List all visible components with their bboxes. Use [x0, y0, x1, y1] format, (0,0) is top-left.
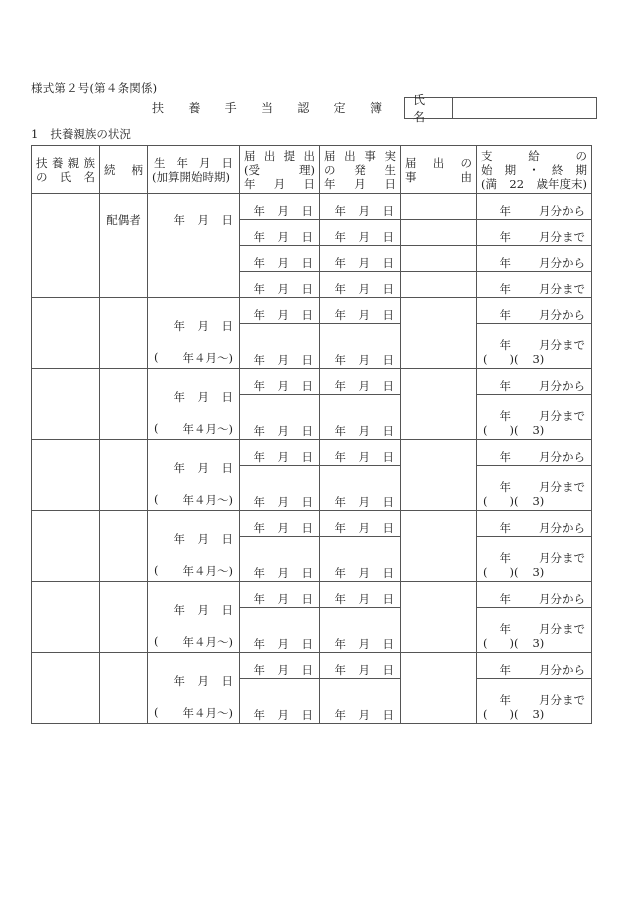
reason-cell[interactable] — [401, 246, 477, 272]
occur-date[interactable]: 年 月 日 — [320, 582, 401, 608]
header-birth: 生 年 月 日 (加算開始時期) — [148, 146, 240, 194]
dependent-birth-cell[interactable]: 年 月 日 ( 年４月〜) — [148, 582, 240, 653]
header-occur-date: 届 出 事 実 の 発 生 年 月 日 — [320, 146, 401, 194]
dependents-table — [31, 145, 592, 724]
dependent-row-top — [32, 582, 592, 608]
dependent-birth-cell[interactable]: 年 月 日 ( 年４月〜) — [148, 653, 240, 724]
header-submit-date: 届 出 提 出 (受 理) 年 月 日 — [240, 146, 320, 194]
pay-end[interactable]: 年 月分まで — [477, 272, 592, 298]
title-char: 養 — [188, 101, 201, 115]
spouse-name-cell[interactable] — [32, 194, 100, 298]
submit-date[interactable]: 年 月 日 — [240, 653, 320, 679]
dependent-row-top — [32, 440, 592, 466]
dependent-name-cell[interactable] — [32, 440, 100, 511]
header-payment-period: 支 給 の 始 期 ・ 終 期 (満 22 歳年度末) — [477, 146, 592, 194]
pay-end[interactable]: 年 月分まで ( )( 3) — [477, 324, 592, 369]
name-label: 氏名 — [405, 98, 453, 118]
document-title — [152, 99, 382, 116]
dependent-row-top — [32, 369, 592, 395]
pay-end[interactable]: 年 月分まで ( )( 3) — [477, 679, 592, 724]
dependent-name-cell[interactable] — [32, 511, 100, 582]
header-reason: 届 出 の 事 由 — [401, 146, 477, 194]
pay-end[interactable]: 年 月分まで ( )( 3) — [477, 466, 592, 511]
pay-start[interactable]: 年 月分から — [477, 246, 592, 272]
submit-date[interactable]: 年 月 日 — [240, 298, 320, 324]
reason-cell[interactable] — [401, 369, 477, 440]
header-name: 扶 養 親 族 の 氏 名 — [32, 146, 100, 194]
occur-date[interactable]: 年 月 日 — [320, 298, 401, 324]
reason-cell[interactable] — [401, 511, 477, 582]
occur-date[interactable]: 年 月 日 — [320, 466, 401, 511]
occur-date[interactable]: 年 月 日 — [320, 653, 401, 679]
submit-date[interactable]: 年 月 日 — [240, 582, 320, 608]
occur-date[interactable]: 年 月 日 — [320, 440, 401, 466]
addition-start: ( 年４月〜) — [154, 563, 233, 578]
dependent-relation-cell[interactable] — [100, 440, 148, 511]
dependent-birth-cell[interactable]: 年 月 日 ( 年４月〜) — [148, 298, 240, 369]
title-char: 手 — [224, 101, 237, 115]
pay-start[interactable]: 年 月分から — [477, 511, 592, 537]
pay-start[interactable]: 年 月分から — [477, 194, 592, 220]
occur-date[interactable]: 年 月 日 — [320, 608, 401, 653]
occur-date[interactable]: 年 月 日 — [320, 511, 401, 537]
reason-cell[interactable] — [401, 272, 477, 298]
submit-date[interactable]: 年 月 日 — [240, 324, 320, 369]
reason-cell[interactable] — [401, 582, 477, 653]
dependent-birth-cell[interactable]: 年 月 日 ( 年４月〜) — [148, 440, 240, 511]
section-number: 1 — [31, 127, 39, 141]
dependent-row-top — [32, 298, 592, 324]
submit-date[interactable]: 年 月 日 — [240, 608, 320, 653]
submit-date[interactable]: 年 月 日 — [240, 272, 320, 298]
dependent-relation-cell[interactable] — [100, 511, 148, 582]
name-box — [404, 93, 597, 124]
occur-date[interactable]: 年 月 日 — [320, 369, 401, 395]
title-char: 扶 — [152, 101, 165, 115]
pay-end[interactable]: 年 月分まで ( )( 3) — [477, 608, 592, 653]
submit-date[interactable]: 年 月 日 — [240, 440, 320, 466]
header-relation: 続 柄 — [100, 146, 148, 194]
title-char: 定 — [333, 101, 346, 115]
submit-date[interactable]: 年 月 日 — [240, 537, 320, 582]
section-title: 扶養親族の状況 — [50, 127, 131, 141]
pay-start[interactable]: 年 月分から — [477, 653, 592, 679]
form-number: 様式第２号(第４条関係) — [31, 81, 158, 95]
dependent-name-cell[interactable] — [32, 298, 100, 369]
dependent-relation-cell[interactable] — [100, 298, 148, 369]
submit-date[interactable]: 年 月 日 — [240, 246, 320, 272]
addition-start: ( 年４月〜) — [154, 705, 233, 720]
submit-date[interactable]: 年 月 日 — [240, 194, 320, 220]
name-field[interactable] — [453, 98, 596, 118]
addition-start: ( 年４月〜) — [154, 634, 233, 649]
pay-start[interactable]: 年 月分から — [477, 440, 592, 466]
addition-start: ( 年４月〜) — [154, 492, 233, 507]
dependent-birth-cell[interactable]: 年 月 日 ( 年４月〜) — [148, 511, 240, 582]
addition-start: ( 年４月〜) — [154, 350, 233, 365]
dependent-birth-cell[interactable]: 年 月 日 ( 年４月〜) — [148, 369, 240, 440]
section-heading — [31, 126, 131, 142]
occur-date[interactable]: 年 月 日 — [320, 246, 401, 272]
pay-start[interactable]: 年 月分から — [477, 369, 592, 395]
spouse-relation: 配偶者 — [100, 194, 148, 298]
pay-end[interactable]: 年 月分まで ( )( 3) — [477, 395, 592, 440]
pay-start[interactable]: 年 月分から — [477, 298, 592, 324]
occur-date[interactable]: 年 月 日 — [320, 537, 401, 582]
spouse-birth-date[interactable]: 年 月 日 — [148, 194, 240, 298]
occur-date[interactable]: 年 月 日 — [320, 220, 401, 246]
reason-cell[interactable] — [401, 194, 477, 220]
header-row — [32, 146, 592, 194]
dependent-name-cell[interactable] — [32, 369, 100, 440]
occur-date[interactable]: 年 月 日 — [320, 194, 401, 220]
dependent-name-cell[interactable] — [32, 653, 100, 724]
dependent-relation-cell[interactable] — [100, 582, 148, 653]
occur-date[interactable]: 年 月 日 — [320, 679, 401, 724]
submit-date[interactable]: 年 月 日 — [240, 511, 320, 537]
spouse-row — [32, 194, 592, 220]
submit-date[interactable]: 年 月 日 — [240, 679, 320, 724]
occur-date[interactable]: 年 月 日 — [320, 272, 401, 298]
reason-cell[interactable] — [401, 220, 477, 246]
reason-cell[interactable] — [401, 653, 477, 724]
submit-date[interactable]: 年 月 日 — [240, 369, 320, 395]
dependent-name-cell[interactable] — [32, 582, 100, 653]
pay-end[interactable]: 年 月分まで — [477, 220, 592, 246]
dependent-relation-cell[interactable] — [100, 653, 148, 724]
dependent-row-top — [32, 653, 592, 679]
occur-date[interactable]: 年 月 日 — [320, 324, 401, 369]
reason-cell[interactable] — [401, 440, 477, 511]
title-char: 認 — [297, 101, 310, 115]
pay-start[interactable]: 年 月分から — [477, 582, 592, 608]
dependent-row-top — [32, 511, 592, 537]
reason-cell[interactable] — [401, 298, 477, 369]
title-char: 簿 — [369, 101, 382, 115]
title-char: 当 — [260, 101, 273, 115]
submit-date[interactable]: 年 月 日 — [240, 466, 320, 511]
dependent-relation-cell[interactable] — [100, 369, 148, 440]
submit-date[interactable]: 年 月 日 — [240, 220, 320, 246]
submit-date[interactable]: 年 月 日 — [240, 395, 320, 440]
addition-start: ( 年４月〜) — [154, 421, 233, 436]
pay-end[interactable]: 年 月分まで ( )( 3) — [477, 537, 592, 582]
occur-date[interactable]: 年 月 日 — [320, 395, 401, 440]
